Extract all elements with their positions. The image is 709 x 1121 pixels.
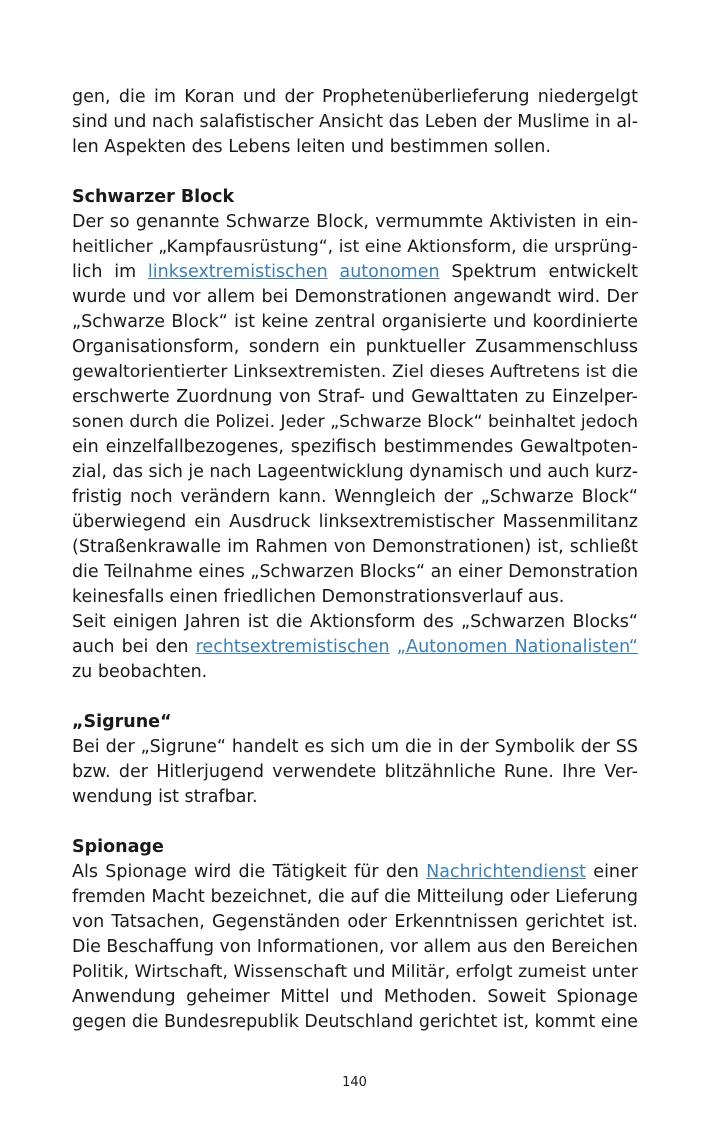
text-line: (Straßenkrawalle im Rahmen von Demonstrationen) ist, schließt (72, 537, 638, 557)
text-fragment: auch bei den (72, 637, 196, 657)
text-line: Bei der „Sigrune“ handelt es sich um die in der Symbolik der SS (72, 737, 638, 757)
paragraph-gap (72, 160, 638, 185)
text-line: Seit einigen Jahren ist die Aktionsform des „Schwarzen Blocks“ (72, 612, 638, 632)
text-line: zial, das sich je nach Lageentwicklung dynamisch und auch kurz- (72, 462, 638, 482)
text-line: bzw. der Hitlerjugend verwendete blitzähnliche Rune. Ihre Ver- (72, 762, 638, 782)
text-line: fristig noch verändern kann. Wenngleich der „Schwarze Block“ (72, 487, 638, 507)
text-line: Anwendung geheimer Mittel und Methoden. Soweit Spionage (72, 987, 638, 1007)
text-line: gen, die im Koran und der Prophetenüberlieferung niedergelgt (72, 87, 638, 107)
sigrune-paragraph (72, 735, 638, 810)
text-line: fremden Macht bezeichnet, die auf die Mitteilung oder Lieferung (72, 887, 638, 907)
text-line: heitlicher „Kampfausrüstung“, ist eine Aktionsform, die ursprüng- (72, 237, 638, 257)
text-line: Der so genannte Schwarze Block, vermummte Aktivisten in ein- (72, 212, 638, 232)
text-line: erschwerte Zuordnung von Straf- und Gewalttaten zu Einzelper- (72, 387, 638, 407)
text-fragment: einer (585, 862, 638, 882)
heading-spionage: Spionage (72, 837, 164, 857)
text-line: sonen durch die Polizei. Jeder „Schwarze Block“ beinhaltet jedoch (72, 412, 638, 432)
page-number: 140 (342, 1075, 367, 1090)
intro-paragraph (72, 85, 638, 160)
text-line: Organisationsform, sondern ein punktueller Zusammenschluss (72, 337, 638, 357)
text-line: keinesfalls einen friedlichen Demonstrationsverlauf aus. (72, 587, 565, 607)
text-line: Die Beschaffung von Informationen, vor allem aus den Bereichen (72, 937, 638, 957)
link-nachrichtendienst[interactable]: Nachrichtendienst (426, 862, 586, 882)
text-line: von Tatsachen, Gegenständen oder Erkenntnissen gerichtet ist. (72, 912, 638, 932)
text-line-with-links (72, 860, 638, 885)
text-line: überwiegend ein Ausdruck linksextremistischer Massenmilitanz (72, 512, 638, 532)
text-line-with-links (72, 260, 638, 285)
link-autonomen[interactable]: autonomen (339, 262, 440, 282)
text-fragment: lich im (72, 262, 148, 282)
spionage-paragraph (72, 860, 638, 1035)
text-line: zu beobachten. (72, 662, 208, 682)
text-line: ein einzelfallbezogenes, spezifisch bestimmendes Gewaltpoten- (72, 437, 638, 457)
text-line: wurde und vor allem bei Demonstrationen angewandt wird. Der (72, 287, 638, 307)
text-line-with-links (72, 635, 638, 660)
text-line: gewaltorientierter Linksextremisten. Ziel dieses Auftretens ist die (72, 362, 638, 382)
link-linksextremistischen[interactable]: linksextremistischen (147, 262, 328, 282)
schwarzer-block-paragraph (72, 210, 638, 685)
text-line: len Aspekten des Lebens leiten und bestimmen sollen. (72, 137, 551, 157)
text-line: die Teilnahme eines „Schwarzen Blocks“ an einer Demonstration (72, 562, 638, 582)
page-content (72, 85, 638, 1035)
text-line: Politik, Wirtschaft, Wissenschaft und Militär, erfolgt zumeist unter (72, 962, 638, 982)
text-line: gegen die Bundesrepublik Deutschland gerichtet ist, kommt eine (72, 1012, 638, 1032)
paragraph-gap (72, 810, 638, 835)
link-autonomen-nationalisten[interactable]: „Autonomen Nationalisten“ (396, 637, 639, 657)
link-rechtsextremistischen[interactable]: rechtsextremistischen (195, 637, 390, 657)
text-line: „Schwarze Block“ ist keine zentral organisierte und koordinierte (72, 312, 638, 332)
heading-schwarzer-block: Schwarzer Block (72, 187, 235, 207)
heading-sigrune: „Sigrune“ (72, 712, 172, 732)
text-fragment: Spektrum entwickelt (439, 262, 638, 282)
text-line: sind und nach salafistischer Ansicht das Leben der Muslime in al- (72, 112, 638, 132)
text-fragment: Als Spionage wird die Tätigkeit für den (72, 862, 427, 882)
text-line: wendung ist strafbar. (72, 787, 258, 807)
paragraph-gap (72, 685, 638, 710)
